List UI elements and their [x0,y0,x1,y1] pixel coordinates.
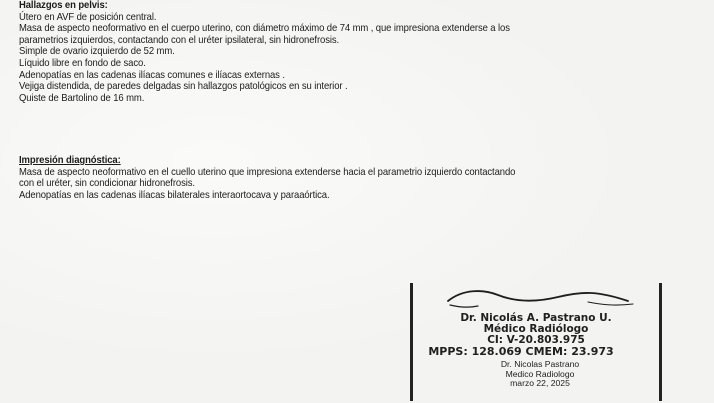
stamp-mpps: MPPS: 128.069 CMEM: 23.973 [428,345,614,358]
impression-heading: Impresión diagnóstica: [19,155,121,166]
signature-box [410,283,662,401]
impression-line: con el uréter, sin condicionar hidronefrosis. [19,178,195,190]
findings-line: Vejiga distendida, de paredes delgadas sin hallazgos patológicos en su interior . [19,81,348,93]
stamp-ci: CI: V-20.803.975 [487,334,585,346]
impression-line: Masa de aspecto neoformativo en el cuello uterino que impresiona extenderse hacia el parametrio izquierdo contactando [19,166,516,178]
findings-line: Útero en AVF de posición central. [19,11,157,23]
findings-section [19,0,510,104]
signature-bracket-right [659,283,662,401]
stamp-name: Dr. Nicolás A. Pastrano U. [460,312,612,324]
doctor-stamp [416,313,656,358]
findings-line: Adenopatías en las cadenas ilíacas comunes e ilíacas externas . [19,69,285,81]
impression-line: Adenopatías en las cadenas ilíacas bilaterales interaortocava y paraaórtica. [19,189,330,201]
findings-line: Quiste de Bartolino de 16 mm. [19,92,145,104]
findings-line: Masa de aspecto neoformativo en el cuerpo uterino, con diámetro máximo de 74 mm , que impresiona extenderse a los [19,23,510,35]
signature-date: marzo 22, 2025 [510,378,570,389]
findings-heading: Hallazgos en pelvis: [19,0,108,11]
findings-line: parametrios izquierdos, contactando con el uréter ipsilateral, sin hidronefrosis. [19,34,340,46]
signature-title: Medico Radiologo [505,368,575,379]
findings-line: Simple de ovario izquierdo de 52 mm. [19,46,175,58]
stamp-title: Médico Radiólogo [483,323,589,335]
signature-bracket-left [410,283,413,401]
findings-line: Líquido libre en fondo de saco. [19,57,146,69]
impression-section [19,155,515,201]
signature-name: Dr. Nicolas Pastrano [500,359,580,369]
handwritten-signature [438,285,638,313]
signature-details [460,360,620,389]
